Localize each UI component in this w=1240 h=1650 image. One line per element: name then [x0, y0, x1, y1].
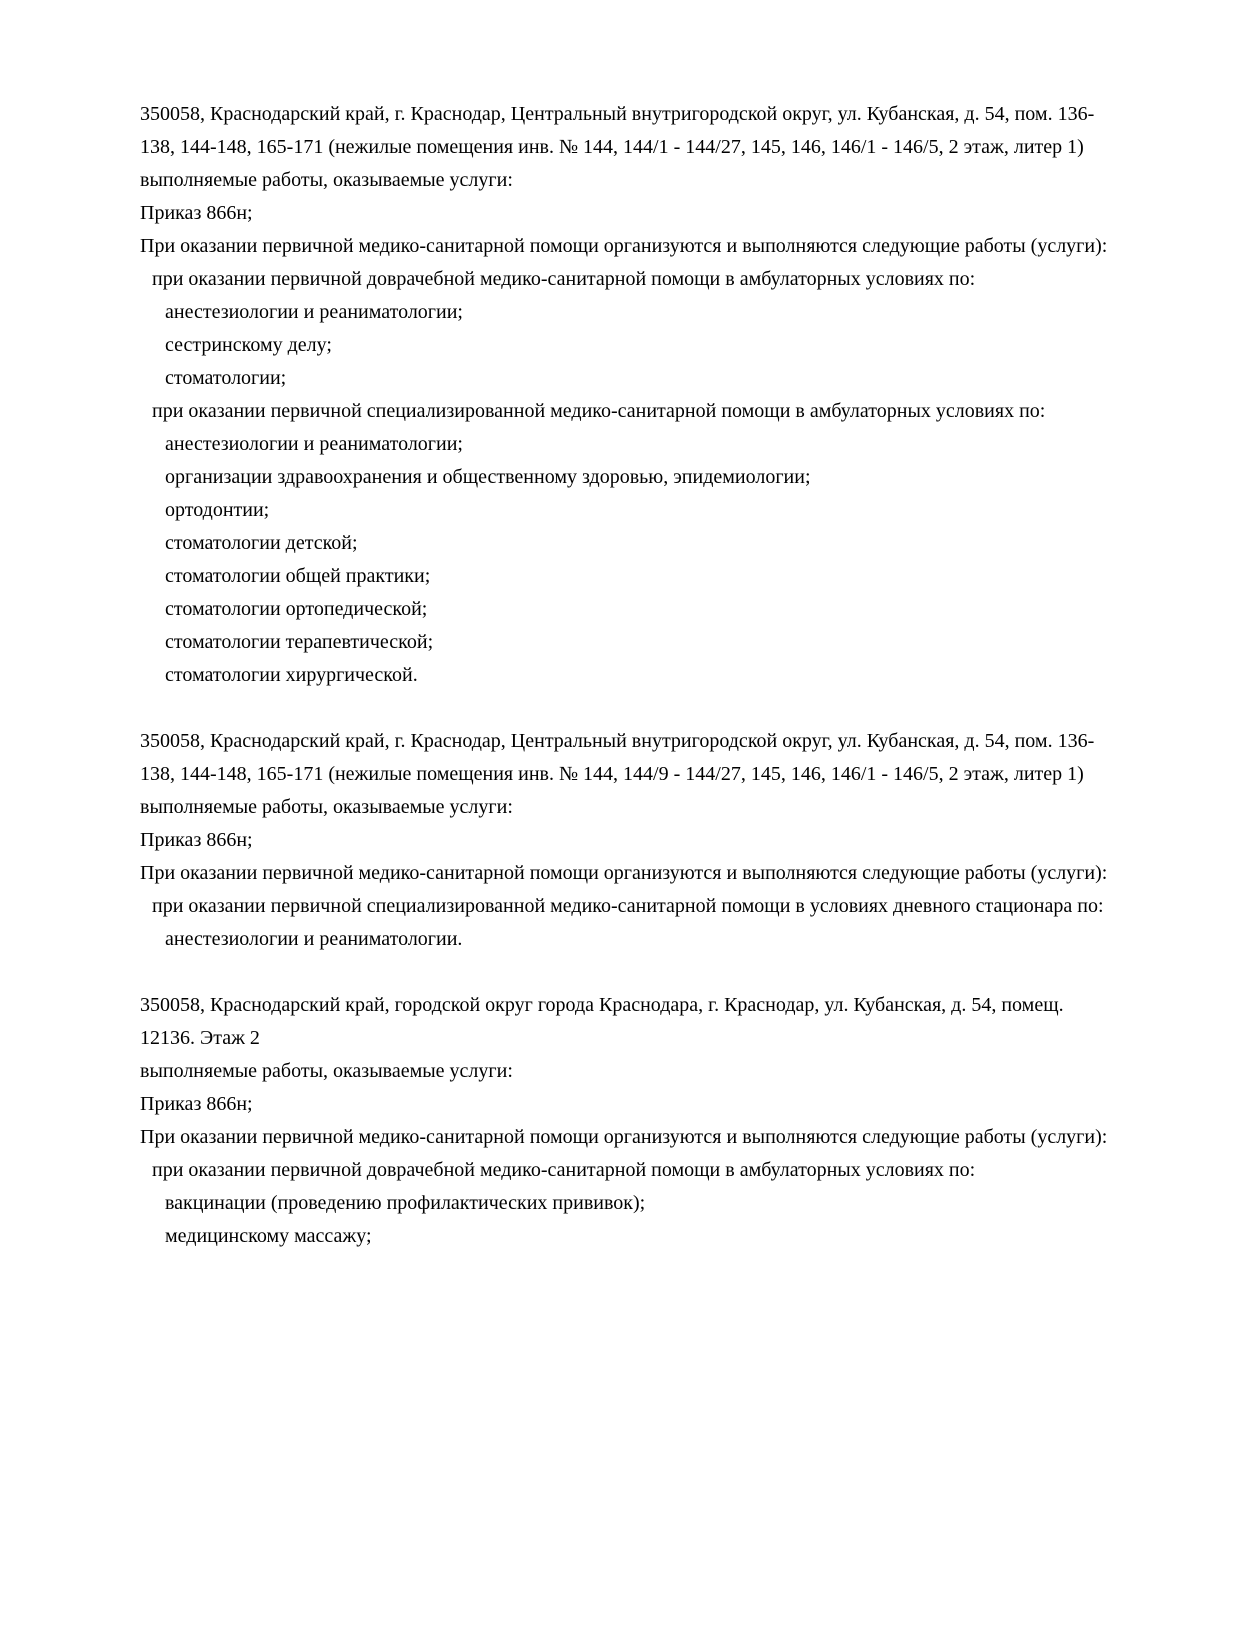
service-item: ортодонтии;	[165, 499, 270, 521]
paragraph: при оказании первичной доврачебной медико-санитарной помощи в амбулаторных условиях по:	[152, 268, 976, 290]
service-item: анестезиологии и реаниматологии;	[165, 433, 463, 455]
paragraph: выполняемые работы, оказываемые услуги:	[140, 796, 513, 818]
document-body	[140, 98, 1118, 1253]
service-item: стоматологии общей практики;	[165, 565, 431, 587]
service-item: организации здравоохранения и общественному здоровью, эпидемиологии;	[165, 466, 811, 488]
service-item: стоматологии хирургической.	[165, 664, 418, 686]
service-item: анестезиологии и реаниматологии;	[165, 301, 463, 323]
paragraph: при оказании первичной специализированной медико-санитарной помощи в амбулаторных условиях по:	[152, 400, 1046, 422]
document-block	[140, 989, 1118, 1253]
service-item: медицинскому массажу;	[165, 1225, 372, 1247]
paragraph: 350058, Краснодарский край, городской округ города Краснодара, г. Краснодар, ул. Кубанская, д. 54, помещ. 12136. Этаж 2	[140, 994, 1064, 1049]
paragraph: 350058, Краснодарский край, г. Краснодар, Центральный внутригородской округ, ул. Кубанская, д. 54, пом. 136-138, 144-148, 165-171 (нежилые помещения инв. № 144, 144/1 - 144/27, 145, 146, 146/1 - 146/5, 2 этаж, литер 1)	[140, 103, 1095, 158]
service-item: стоматологии;	[165, 367, 287, 389]
paragraph: Приказ 866н;	[140, 829, 253, 851]
paragraph: При оказании первичной медико-санитарной помощи организуются и выполняются следующие работы (услуги):	[140, 1126, 1108, 1148]
service-item: анестезиологии и реаниматологии.	[165, 928, 463, 950]
service-item: стоматологии ортопедической;	[165, 598, 428, 620]
paragraph: при оказании первичной специализированной медико-санитарной помощи в условиях дневного стационара по:	[152, 895, 1104, 917]
document-block	[140, 98, 1118, 692]
paragraph: выполняемые работы, оказываемые услуги:	[140, 1060, 513, 1082]
paragraph: при оказании первичной доврачебной медико-санитарной помощи в амбулаторных условиях по:	[152, 1159, 976, 1181]
paragraph: При оказании первичной медико-санитарной помощи организуются и выполняются следующие работы (услуги):	[140, 235, 1108, 257]
service-item: стоматологии детской;	[165, 532, 358, 554]
paragraph: Приказ 866н;	[140, 202, 253, 224]
paragraph: При оказании первичной медико-санитарной помощи организуются и выполняются следующие работы (услуги):	[140, 862, 1108, 884]
paragraph: Приказ 866н;	[140, 1093, 253, 1115]
service-item: стоматологии терапевтической;	[165, 631, 434, 653]
service-item: вакцинации (проведению профилактических прививок);	[165, 1192, 646, 1214]
document-block	[140, 725, 1118, 956]
paragraph: 350058, Краснодарский край, г. Краснодар, Центральный внутригородской округ, ул. Кубанская, д. 54, пом. 136-138, 144-148, 165-171 (нежилые помещения инв. № 144, 144/9 - 144/27, 145, 146, 146/1 - 146/5, 2 этаж, литер 1)	[140, 730, 1095, 785]
service-item: сестринскому делу;	[165, 334, 332, 356]
paragraph: выполняемые работы, оказываемые услуги:	[140, 169, 513, 191]
